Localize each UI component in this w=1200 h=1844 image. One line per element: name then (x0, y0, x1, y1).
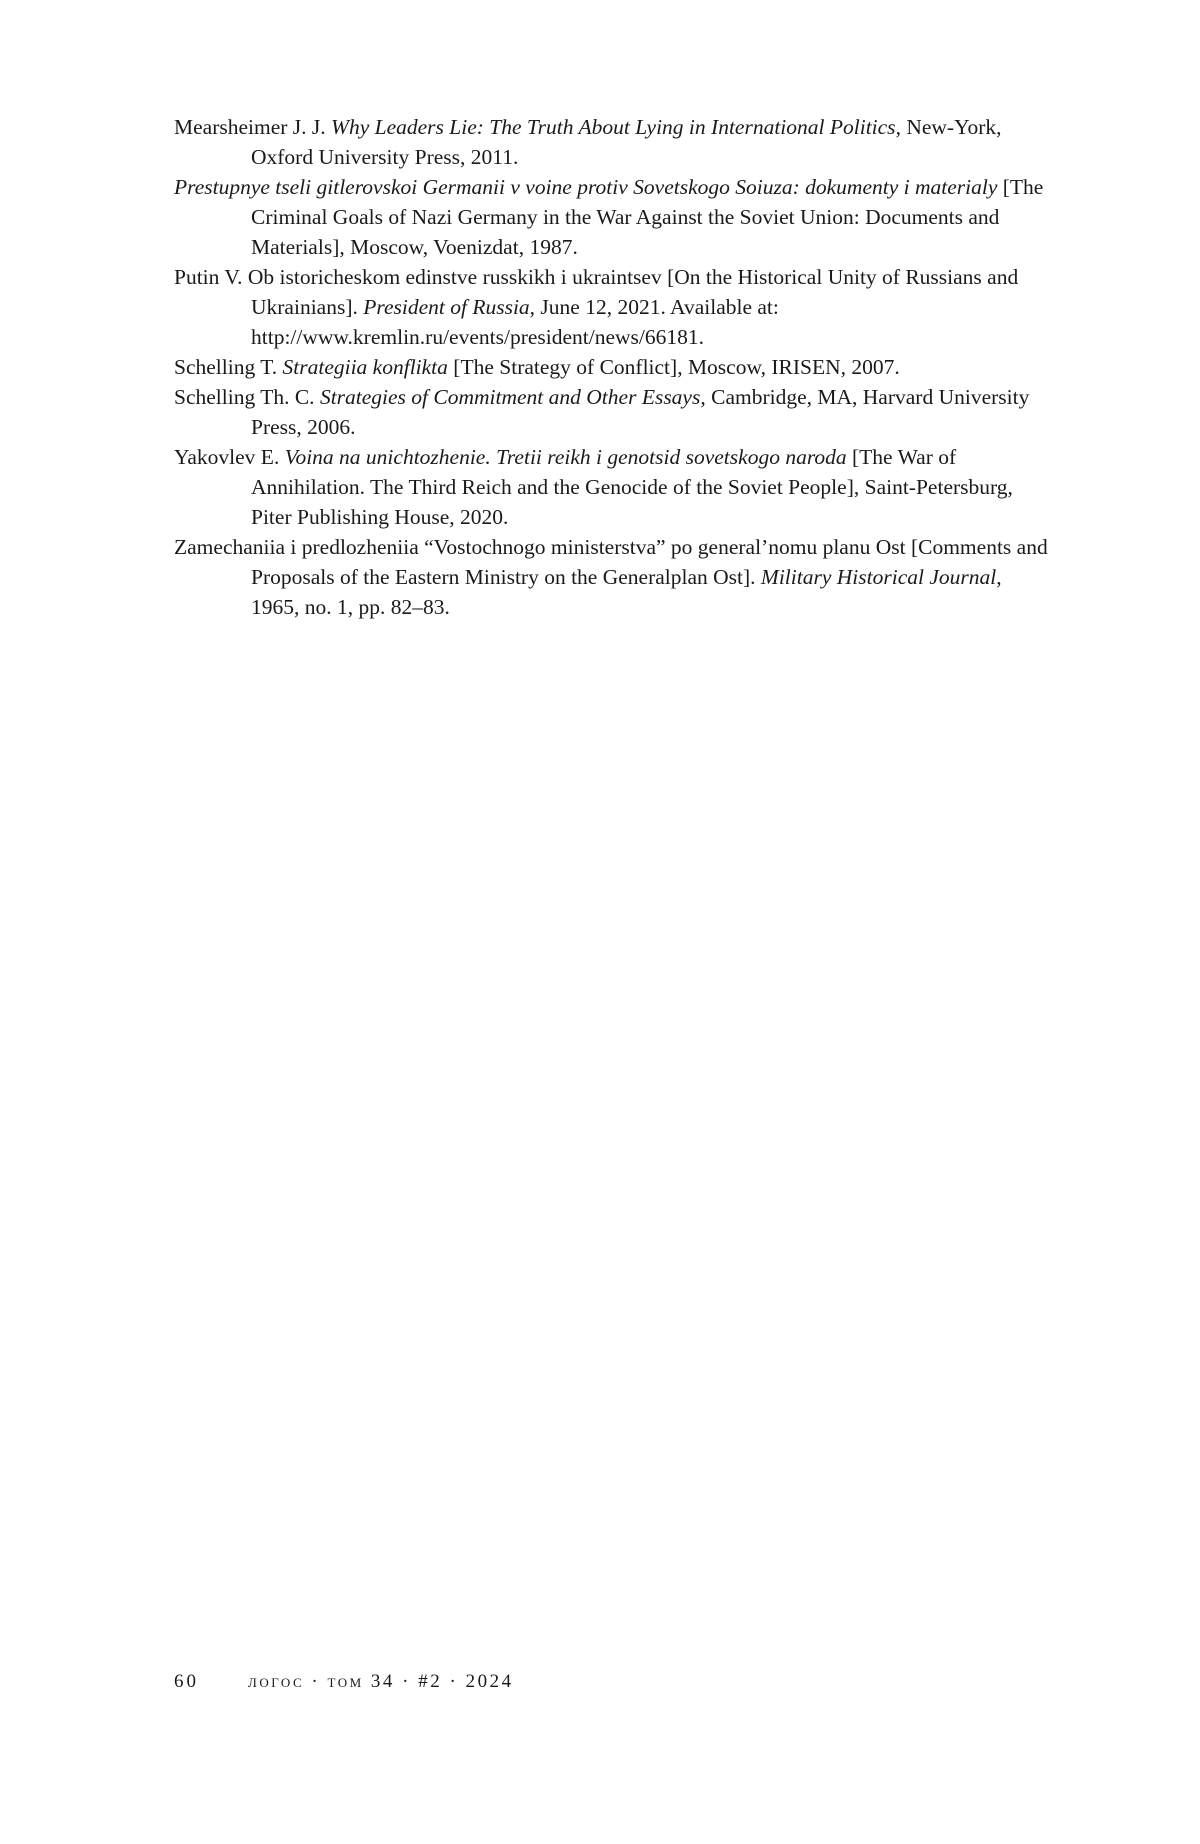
reference-title: Why Leaders Lie: The Truth About Lying in International Politics (331, 115, 896, 139)
reference-details: , June 12, 2021. Available at: http://www.kremlin.ru/events/president/news/66181. (251, 295, 779, 349)
reference-author: Schelling Th. C. (174, 385, 320, 409)
reference-title: President of Russia (363, 295, 530, 319)
reference-title: Military Historical Journal (760, 565, 997, 589)
reference-details: , New-York, Oxford University Press, 2011. (251, 115, 1002, 169)
reference-entry (174, 112, 1054, 172)
reference-entry (174, 442, 1054, 532)
reference-author: Putin V. Ob istoricheskom edinstve russkikh i ukraintsev [On the Historical Unity of Russians and Ukrainians]. (174, 265, 1019, 319)
reference-details: [The Criminal Goals of Nazi Germany in the War Against the Soviet Union: Documents and Materials], Moscow, Voenizdat, 1987. (251, 175, 1044, 259)
reference-entry (174, 172, 1054, 262)
reference-entry (174, 352, 1054, 382)
reference-title: Voina na unichtozhenie. Tretii reikh i genotsid sovetskogo naroda (284, 445, 847, 469)
reference-list (174, 112, 1054, 622)
reference-author: Schelling T. (174, 355, 283, 379)
reference-title: Prestupnye tseli gitlerovskoi Germanii v voine protiv Sovetskogo Soiuza: dokumenty i materialy (174, 175, 998, 199)
reference-title: Strategies of Commitment and Other Essays (319, 385, 701, 409)
reference-title: Strategiia konflikta (282, 355, 448, 379)
reference-details: [The War of Annihilation. The Third Reich and the Genocide of the Soviet People], Saint-Petersburg, Piter Publishing House, 2020. (251, 445, 1013, 529)
reference-details: , 1965, no. 1, pp. 82–83. (251, 565, 1002, 619)
reference-entry (174, 262, 1054, 352)
reference-author: Zamechaniia i predlozheniia “Vostochnogo ministerstva” po general’nomu planu Ost [Comments and Proposals of the Eastern Ministry on the Generalplan Ost]. (174, 535, 1048, 589)
running-head: логос · том 34 · #2 · 2024 (248, 1671, 514, 1692)
reference-details: [The Strategy of Conflict], Moscow, IRISEN, 2007. (447, 355, 900, 379)
reference-details: , Cambridge, MA, Harvard University Press, 2006. (251, 385, 1030, 439)
reference-entry (174, 382, 1054, 442)
reference-author: Mearsheimer J. J. (174, 115, 332, 139)
reference-author: Yakovlev E. (174, 445, 285, 469)
reference-entry (174, 532, 1054, 622)
page-number: 60 (174, 1671, 199, 1692)
page-footer (174, 1671, 514, 1693)
